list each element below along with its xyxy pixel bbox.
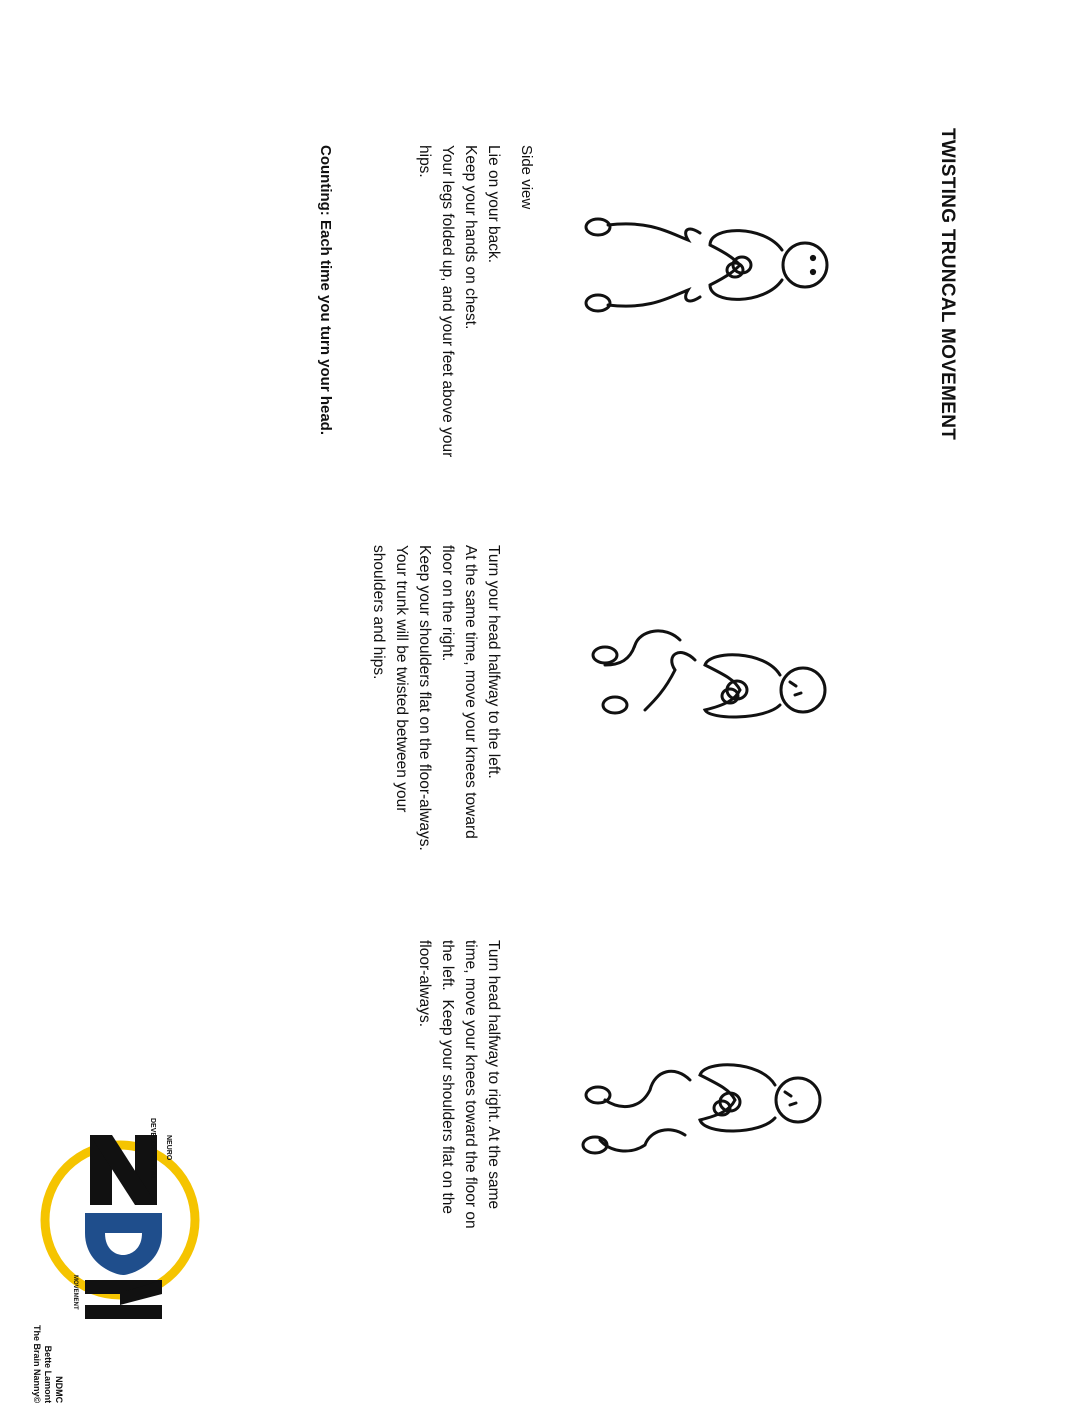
logo-text-developmental: DEVELOPMENTAL [149,1118,156,1181]
instruction-step-2: Turn your head halfway to the left. At the same time, move your knees toward floor on the right. Keep your shoulders flat on the floor-always. Your trunk will be twisted between your shoulders and hips. [370,545,502,851]
ndm-logo [30,1125,200,1325]
page-title: TWISTING TRUNCAL MOVEMENT [937,128,958,441]
figure-lying-back [570,215,840,315]
instruction-step-3: Turn head halfway to right. At the same time, move your knees toward the floor on the left. Keep your shoulders flat on the floor-always. [416,940,502,1229]
figure-knees-right [585,610,835,720]
instruction-step-1: Lie on your back. Keep your hands on chest. Your legs folded up, and your feet above your hips. [416,145,502,458]
side-view-label: Side view [518,145,535,210]
credits: NDMC Bette Lamont The Brain Nanny© [32,1325,64,1404]
logo-text-neuro: NEURO [165,1135,172,1161]
logo-text-movement: MOVEMENT [72,1275,78,1310]
counting-note: Counting: Each time you turn your head. [317,145,334,436]
figure-knees-left [580,1060,840,1160]
